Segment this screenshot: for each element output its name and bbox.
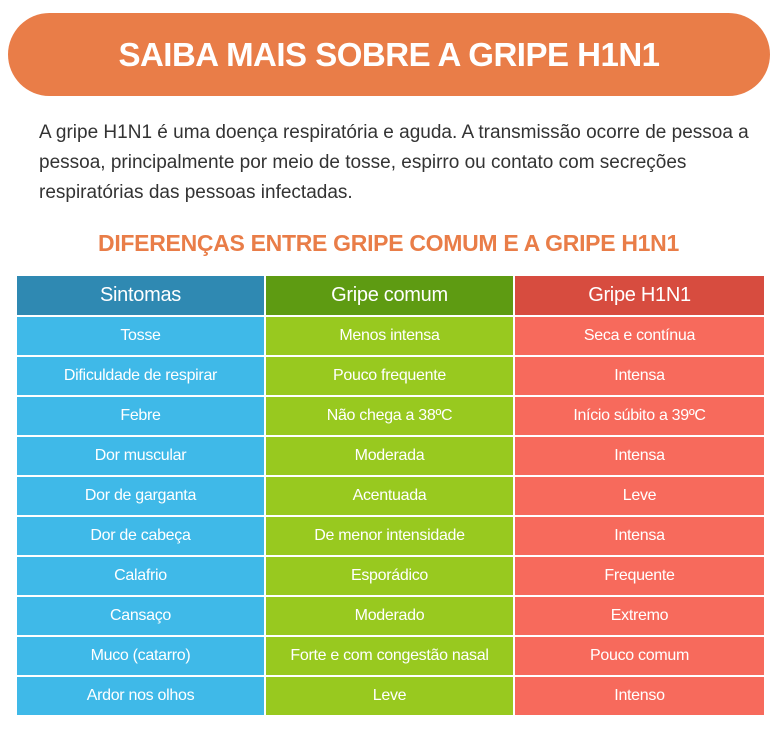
symptom-cell: Muco (catarro) (17, 637, 266, 677)
table-subtitle: DIFERENÇAS ENTRE GRIPE COMUM E A GRIPE H1N1 (98, 230, 679, 256)
h1n1-flu-cell: Seca e contínua (515, 317, 764, 357)
symptom-cell: Ardor nos olhos (17, 677, 266, 717)
h1n1-flu-cell: Frequente (515, 557, 764, 597)
h1n1-flu-cell: Início súbito a 39ºC (515, 397, 764, 437)
title-banner (8, 13, 770, 96)
common-flu-cell: Acentuada (266, 477, 515, 517)
comparison-table (17, 276, 764, 717)
h1n1-flu-cell: Pouco comum (515, 637, 764, 677)
common-flu-cell: Moderada (266, 437, 515, 477)
h1n1-flu-cell: Intenso (515, 677, 764, 717)
page-title: SAIBA MAIS SOBRE A GRIPE H1N1 (118, 35, 660, 73)
symptom-cell: Dor de garganta (17, 477, 266, 517)
h1n1-flu-cell: Extremo (515, 597, 764, 637)
header-h1n1-flu: Gripe H1N1 (515, 276, 764, 317)
symptom-cell: Dor de cabeça (17, 517, 266, 557)
symptom-cell: Febre (17, 397, 266, 437)
symptom-cell: Cansaço (17, 597, 266, 637)
common-flu-cell: Moderado (266, 597, 515, 637)
common-flu-cell: Menos intensa (266, 317, 515, 357)
symptom-cell: Dor muscular (17, 437, 266, 477)
common-flu-cell: Esporádico (266, 557, 515, 597)
intro-paragraph: A gripe H1N1 é uma doença respiratória e aguda. A transmissão ocorre de pessoa a pessoa, principalmente por meio de tosse, espirro ou contato com secreções respiratórias das pessoas infectadas. (39, 122, 749, 203)
symptom-cell: Calafrio (17, 557, 266, 597)
symptom-cell: Tosse (17, 317, 266, 357)
common-flu-cell: Leve (266, 677, 515, 717)
h1n1-flu-cell: Intensa (515, 437, 764, 477)
common-flu-cell: Pouco frequente (266, 357, 515, 397)
common-flu-cell: Não chega a 38ºC (266, 397, 515, 437)
h1n1-flu-cell: Intensa (515, 357, 764, 397)
header-common-flu: Gripe comum (266, 276, 515, 317)
header-symptoms: Sintomas (17, 276, 266, 317)
common-flu-cell: Forte e com congestão nasal (266, 637, 515, 677)
symptom-cell: Dificuldade de respirar (17, 357, 266, 397)
h1n1-flu-cell: Leve (515, 477, 764, 517)
h1n1-flu-cell: Intensa (515, 517, 764, 557)
common-flu-cell: De menor intensidade (266, 517, 515, 557)
